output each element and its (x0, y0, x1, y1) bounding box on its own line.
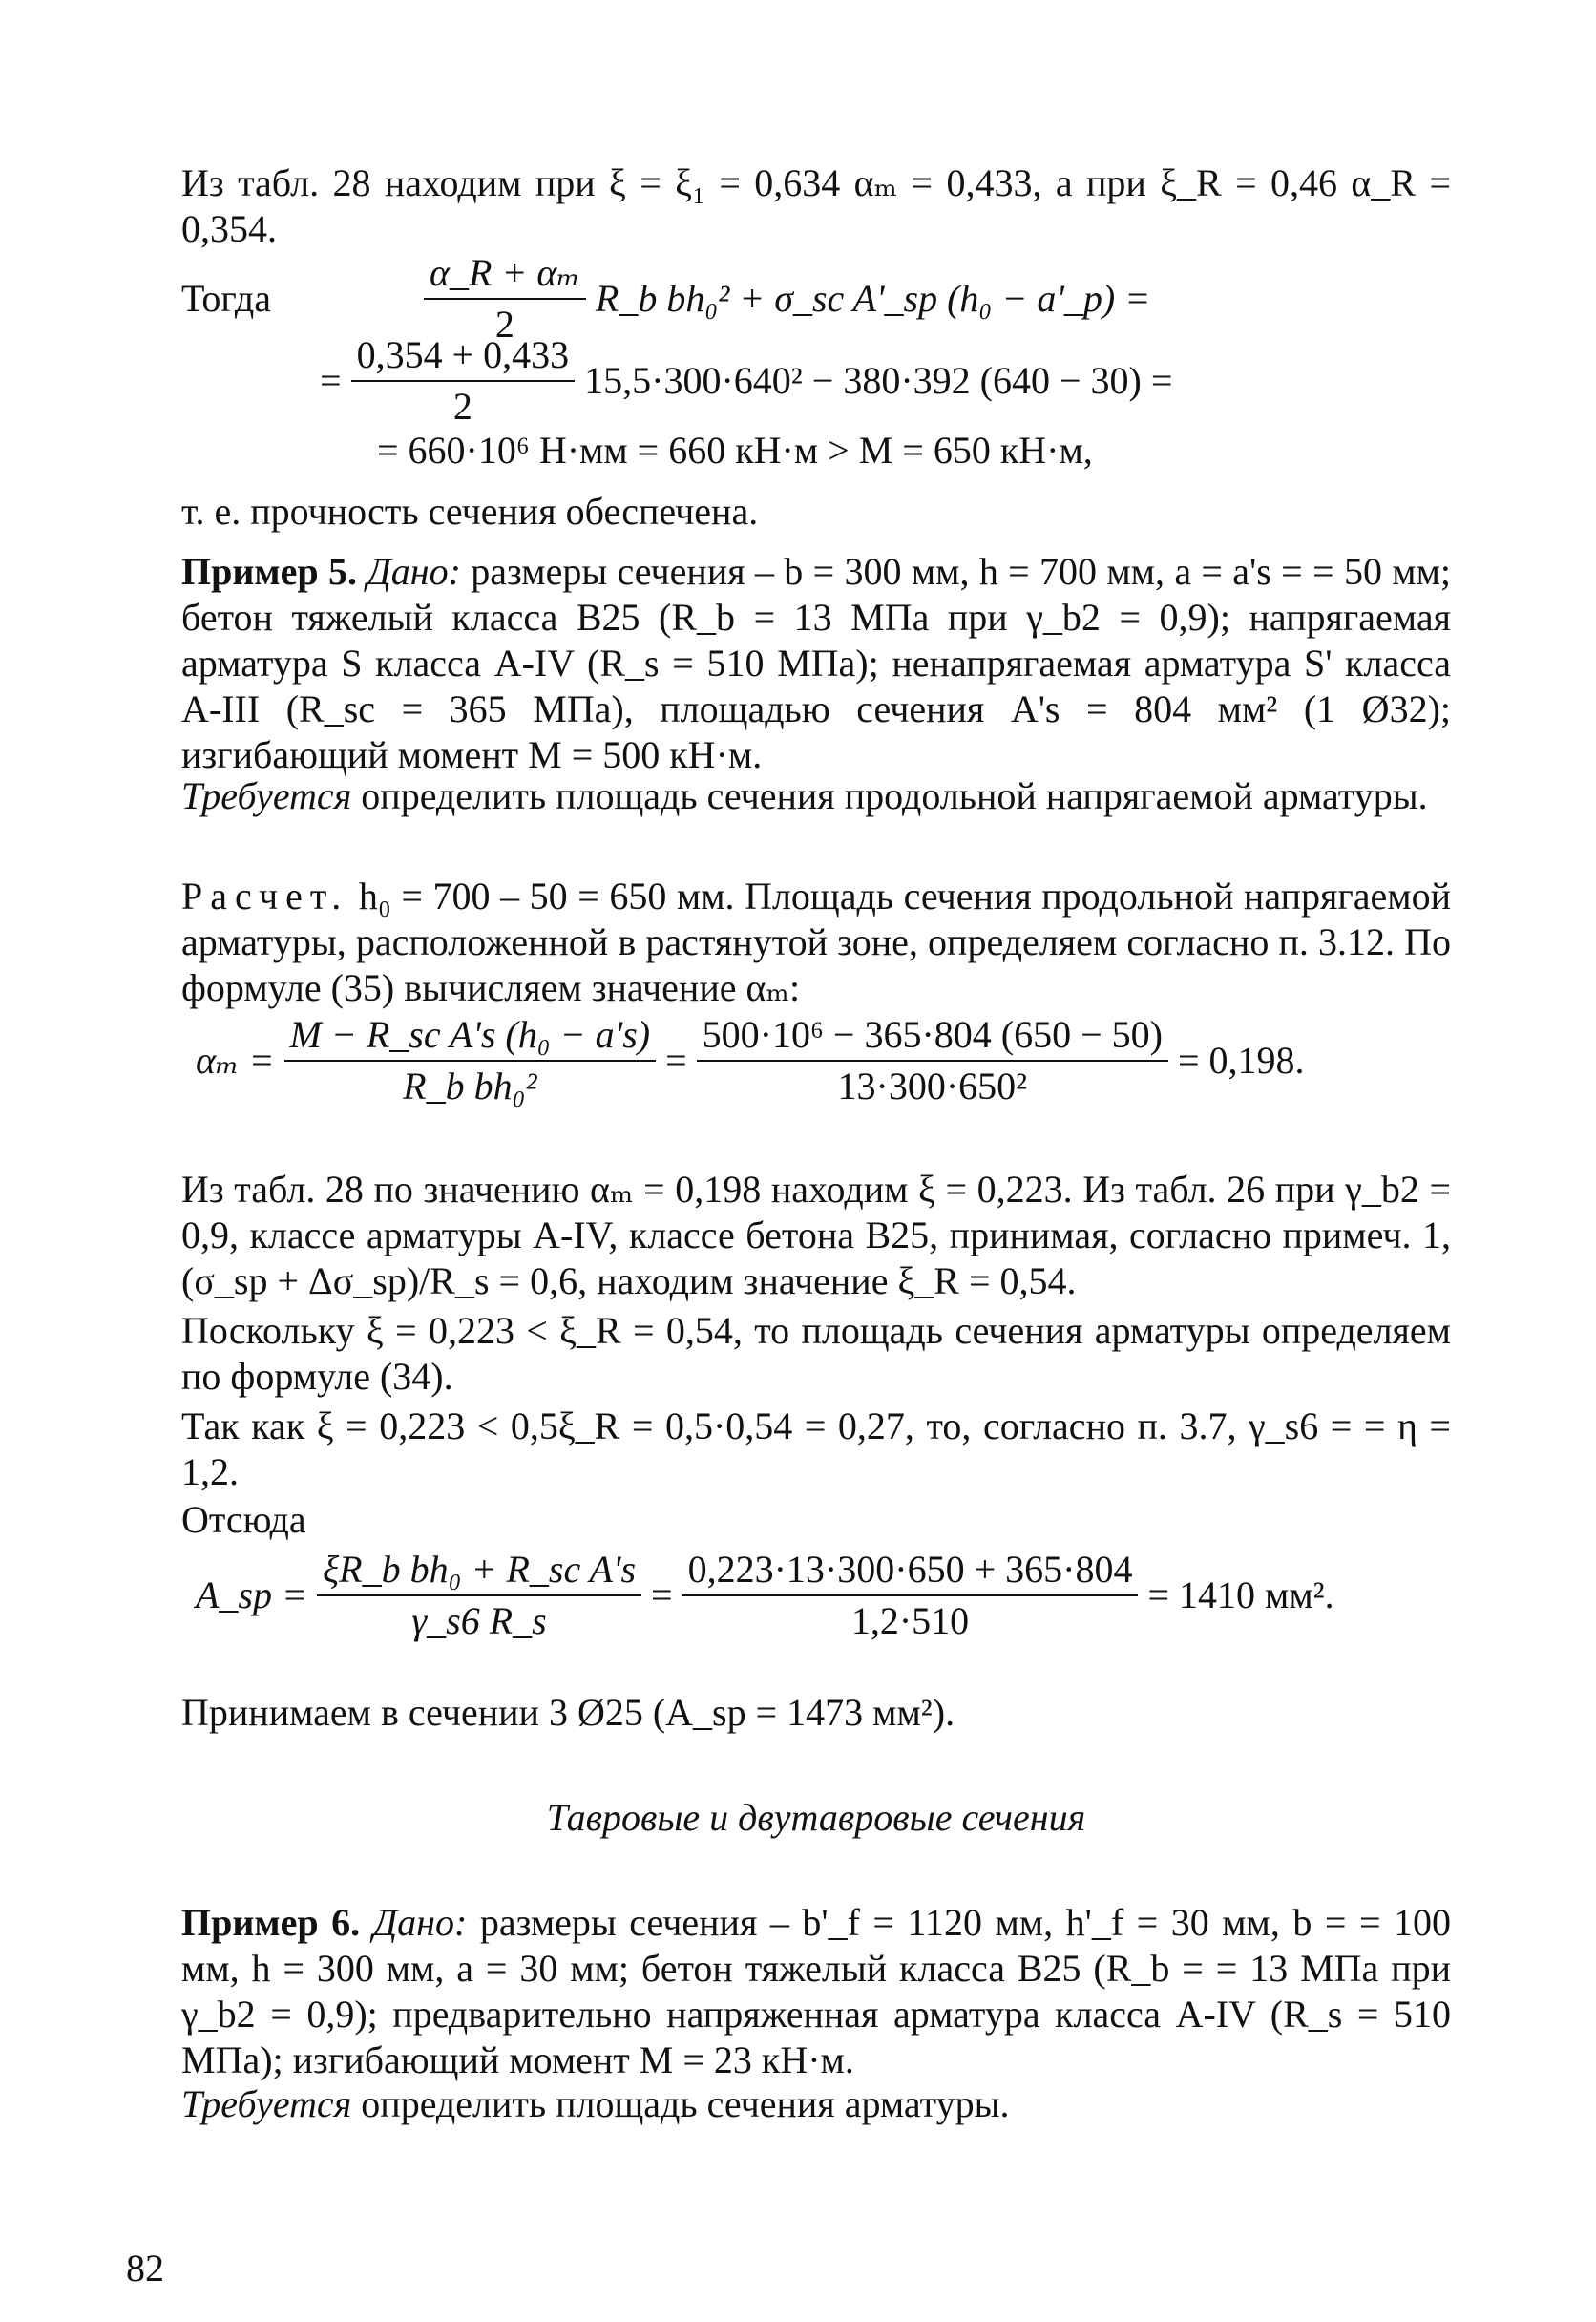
fraction-numeric (682, 1547, 1139, 1644)
example5-calculation (181, 874, 1451, 1011)
fraction-numerator: ξR_b bh₀ + R_sc A's (317, 1547, 641, 1596)
fraction-symbolic (284, 1012, 657, 1109)
equation-asp (196, 1547, 1334, 1644)
required-text: определить площадь сечения продольной напрягаемой арматуры. (361, 774, 1428, 817)
equation-rest: R_b bh₀² + σ_sc A'_sp (h₀ − a'_p) = (595, 277, 1151, 320)
given-label: Дано: (372, 1901, 468, 1944)
paragraph-as: Так как ξ = 0,223 < 0,5ξ_R = 0,5·0,54 = 0,27, то, согласно п. 3.7, γ_s6 = = η = 1,2. (181, 1404, 1451, 1493)
accept-line: Принимаем в сечении 3 Ø25 (A_sp = 1473 мм²). (181, 1691, 956, 1734)
example5-label: Пример 5. (181, 550, 357, 593)
alpha-result: = 0,198. (1178, 1039, 1305, 1082)
alpha-lhs: αₘ = (196, 1039, 275, 1082)
asp-result: = 1410 мм². (1147, 1573, 1334, 1616)
equation-alpha-m (196, 1012, 1305, 1109)
example6-label: Пример 6. (181, 1901, 361, 1944)
given-text: размеры сечения – b = 300 мм, h = 700 мм, a = a's = = 50 мм; бетон тяжелый класса В25 (R_b = 13 МПа при γ_b2 = 0,9); напрягаемая арматура S класса A-IV (R_s = 510 МПа); ненапрягаемая арматура S' класса A-III (R_sc = 365 МПа), площадью сечения A's = 804 мм² (1 Ø32); изгибающий момент M = 500 кН·м. (181, 550, 1452, 776)
page-number: 82 (126, 2247, 164, 2290)
paragraph-since: Поскольку ξ = 0,223 < ξ_R = 0,54, то площадь сечения арматуры определяем по формуле (34). (181, 1309, 1451, 1398)
equation-result: = 660·10⁶ Н·мм = 660 кН·м > M = 650 кН·м, (377, 429, 1093, 472)
fraction-numeric (697, 1012, 1168, 1109)
fraction-denominator: 1,2·510 (850, 1599, 970, 1642)
fraction-numerator: 0,223·13·300·650 + 365·804 (682, 1547, 1139, 1596)
fraction-denominator: 13·300·650² (837, 1065, 1028, 1108)
fraction-denominator: 2 (452, 385, 472, 428)
fraction-numerator: 0,354 + 0,433 (351, 332, 576, 382)
equals-sign: = (651, 1573, 673, 1616)
example5-required (181, 773, 1451, 819)
calc-text: h₀ = 700 – 50 = 650 мм. Площадь сечения продольной напрягаемой арматуры, расположенной в растянутой зоне, определяем согласно п. 3.12. По формуле (35) вычисляем значение αₘ: (181, 875, 1452, 1009)
paragraph-table: Из табл. 28 по значению αₘ = 0,198 находим ξ = 0,223. Из табл. 26 при γ_b2 = 0,9, классе арматуры A-IV, классе бетона В25, принимая, согласно примеч. 1, (σ_sp + Δσ_sp)/R_s = 0,6, находим значение ξ_R = 0,54. (181, 1168, 1451, 1302)
example6-required (181, 2081, 1451, 2127)
required-label: Требуется (181, 2082, 352, 2125)
equals-sign: = (665, 1039, 687, 1082)
equation-rest: 15,5·300·640² − 380·392 (640 − 30) = (584, 359, 1173, 402)
section-heading: Тавровые и двутавровые сечения (546, 1796, 1086, 1839)
fraction-denominator: 2 (494, 303, 514, 346)
fraction-denominator: R_b bh₀² (403, 1065, 537, 1108)
asp-lhs: A_sp = (196, 1573, 307, 1616)
given-label: Дано: (367, 550, 461, 593)
fraction-numerator: 500·10⁶ − 365·804 (650 − 50) (697, 1012, 1168, 1062)
required-text: определить площадь сечения арматуры. (361, 2082, 1010, 2125)
fraction-denominator: γ_s6 R_s (411, 1599, 547, 1642)
given-text: размеры сечения – b'_f = 1120 мм, h'_f = 30 мм, b = = 100 мм, h = 300 мм, a = 30 мм; бетон тяжелый класса В25 (R_b = = 13 МПа при γ_b2 = 0,9); предварительно напряженная арматура класса A-IV (R_s = 510 МПа); изгибающий момент M = 23 кН·м. (181, 1901, 1452, 2081)
intro-paragraph: Из табл. 28 находим при ξ = ξ₁ = 0,634 αₘ = 0,433, а при ξ_R = 0,46 α_R = 0,354. (181, 161, 1451, 250)
fraction-numeric (351, 332, 576, 430)
calc-label: Расчет. (181, 875, 349, 918)
fraction-symbolic (317, 1547, 641, 1644)
fraction-numerator: M − R_sc A's (h₀ − a's) (284, 1012, 657, 1062)
required-label: Требуется (181, 774, 352, 817)
equation-lead: = (320, 359, 342, 402)
conclusion-line: т. е. прочность сечения обеспечена. (181, 490, 759, 533)
equation-numeric (320, 332, 1172, 430)
example5-given (181, 549, 1451, 778)
then-label: Тогда (181, 277, 271, 320)
example6-given (181, 1900, 1451, 2083)
hence-label: Отсюда (181, 1498, 306, 1541)
fraction-numerator: α_R + αₘ (424, 250, 586, 300)
